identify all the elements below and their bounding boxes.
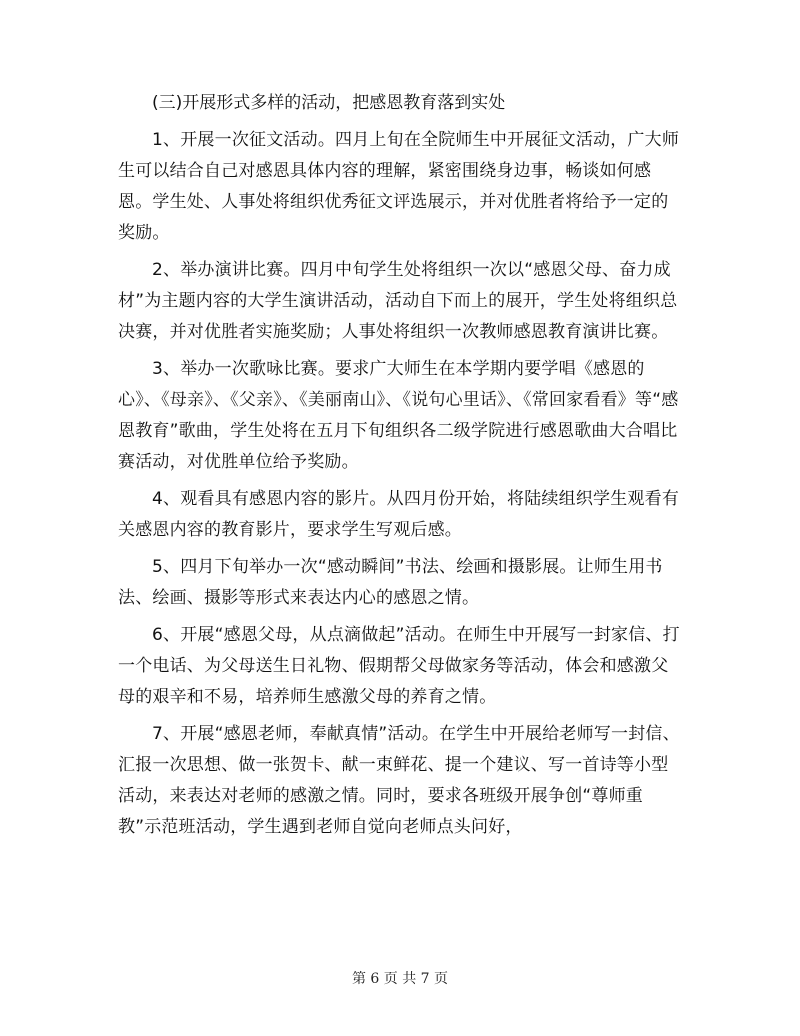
paragraph-1: 1、开展一次征文活动。四月上旬在全院师生中开展征文活动，广大师生可以结合自己对感恩具体内容的理解，紧密围绕身边事，畅谈如何感恩。学生处、人事处将组织优秀征文评选展示，并对优胜者将给予一定的奖励。 [118,130,680,243]
paragraph-4: 4、观看具有感恩内容的影片。从四月份开始，将陆续组织学生观看有关感恩内容的教育影片，要求学生写观后感。 [118,489,680,540]
document-body [118,88,684,849]
section-heading: (三)开展形式多样的活动，把感恩教育落到实处 [152,93,506,113]
paragraph-5: 5、四月下旬举办一次“感动瞬间”书法、绘画和摄影展。让师生用书法、绘画、摄影等形式来表达内心的感恩之情。 [118,557,663,608]
paragraph-6: 6、开展“感恩父母，从点滴做起”活动。在师生中开展写一封家信、打一个电话、为父母送生日礼物、假期帮父母做家务等活动，体会和感激父母的艰辛和不易，培养师生感激父母的养育之情。 [118,625,680,707]
page-number: 第 6 页 共 7 页 [351,971,449,987]
paragraph-7: 7、开展“感恩老师，奉献真情”活动。在学生中开展给老师写一封信、汇报一次思想、做一张贺卡、献一束鲜花、提一个建议、写一首诗等小型活动，来表达对老师的感激之情。同时，要求各班级开展争创“尊师重教”示范班活动，学生遇到老师自觉向老师点头问好， [118,724,680,837]
paragraph-3: 3、举办一次歌咏比赛。要求广大师生在本学期内要学唱《感恩的心》、《母亲》、《父亲》、《美丽南山》、《说句心里话》、《常回家看看》等“感恩教育”歌曲，学生处将在五月下旬组织各二级学院进行感恩歌曲大合唱比赛活动，对优胜单位给予奖励。 [118,359,679,472]
page-footer [0,968,800,988]
paragraph-2: 2、举办演讲比赛。四月中旬学生处将组织一次以“感恩父母、奋力成材”为主题内容的大学生演讲活动，活动自下而上的展开，学生处将组织总决赛，并对优胜者实施奖励；人事处将组织一次教师感恩教育演讲比赛。 [118,260,678,342]
